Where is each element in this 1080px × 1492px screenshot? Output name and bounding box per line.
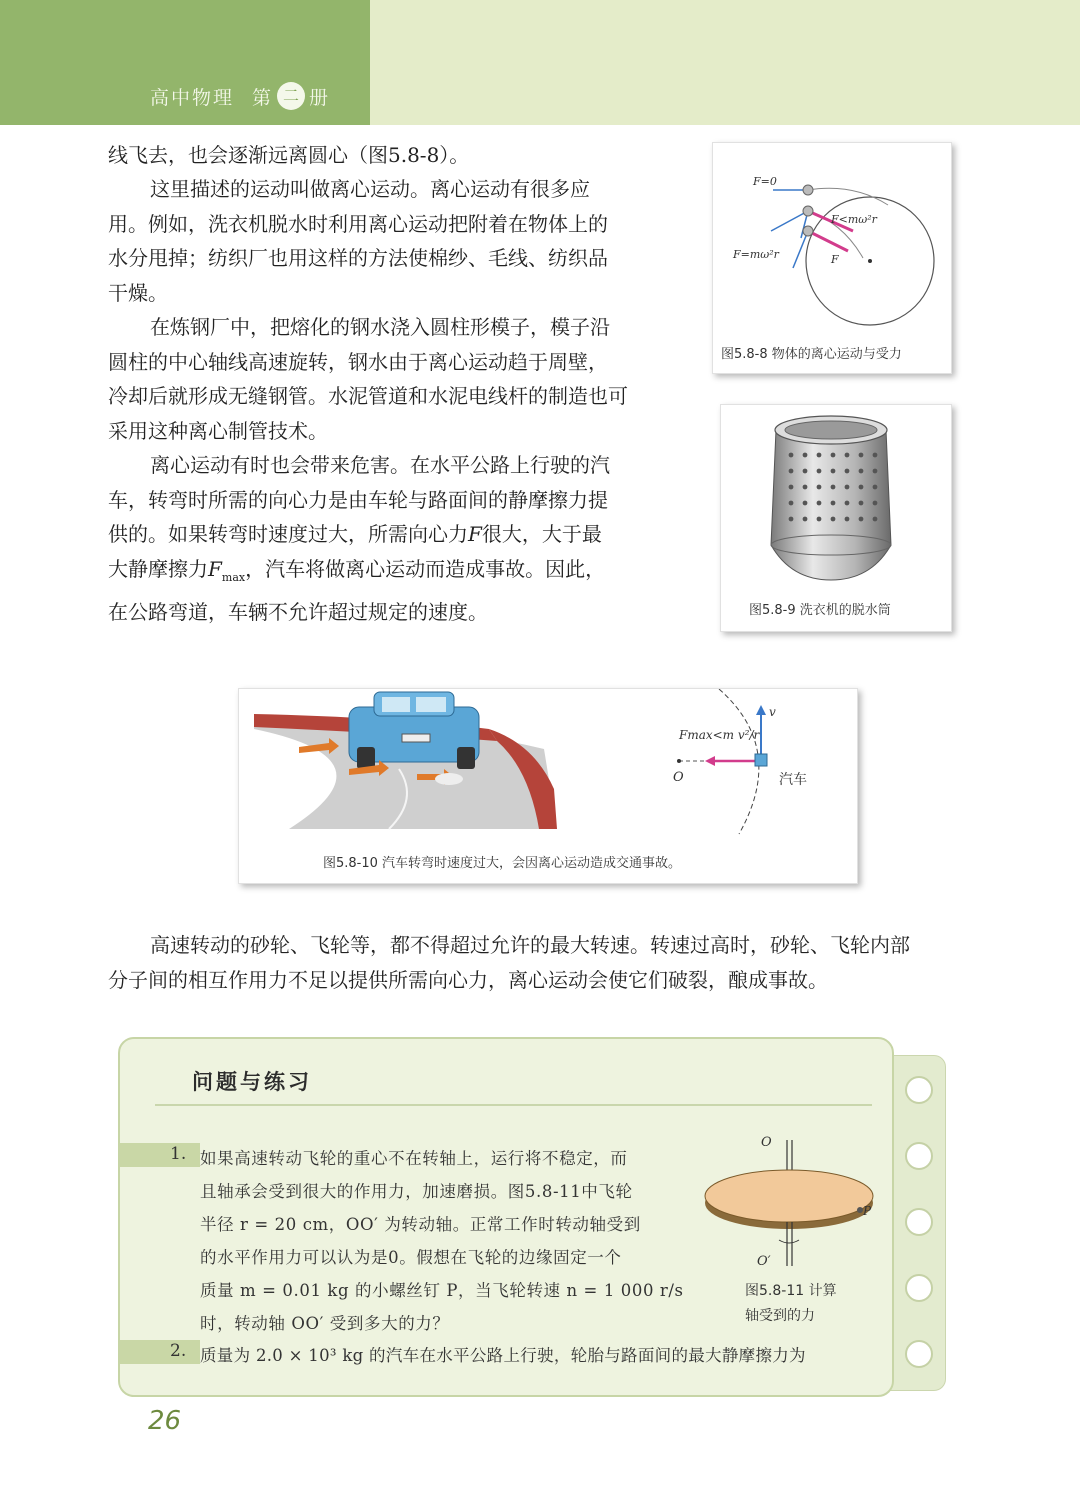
question-1-line: 的水平作用力可以认为是0。假想在飞轮的边缘固定一个: [200, 1248, 622, 1267]
label-o: O: [673, 770, 684, 785]
text-line: 离心运动有时也会带来危害。在水平公路上行驶的汽: [150, 453, 610, 477]
label-fmax: Fmax<m v²/r: [679, 728, 760, 742]
page-number: 26: [148, 1406, 182, 1436]
figure-caption: 图5.8-11 计算: [745, 1283, 837, 1299]
text-line: 线飞去，也会逐渐远离圆心（图5.8-8）。: [108, 143, 470, 167]
question-1-line: 且轴承会受到很大的作用力，加速磨损。图5.8-11中飞轮: [200, 1182, 633, 1201]
question-1-line: 半径 r = 20 cm，OO′ 为转动轴。正常工作时转动轴受到: [200, 1215, 641, 1234]
spin-drum-illustration: [721, 405, 951, 590]
figure-5-8-10: [238, 688, 858, 884]
figure-caption: 图5.8-9 洗衣机的脱水筒: [749, 603, 891, 618]
paragraph-3: [108, 310, 628, 448]
ring-hole: [905, 1208, 933, 1236]
header-band-right: [370, 0, 1080, 125]
question-number-band: [120, 1340, 200, 1364]
volume-badge: 二: [277, 82, 305, 110]
exercise-title: 问题与练习: [192, 1070, 312, 1094]
ring-hole: [905, 1340, 933, 1368]
book-title: 高中物理: [150, 86, 235, 109]
label-o-prime: O′: [757, 1254, 771, 1269]
text-line: 供的。如果转弯时速度过大，所需向心力F很大，大于最: [108, 522, 602, 546]
question-number-band: [120, 1143, 200, 1167]
text-line: 在公路弯道，车辆不允许超过规定的速度。: [108, 600, 488, 624]
figure-5-8-8: [712, 142, 952, 374]
label-f: F: [831, 253, 839, 266]
car-turning-illustration: [239, 689, 857, 839]
paragraph-1: [108, 138, 469, 173]
label-fless: F<mω²r: [831, 213, 877, 226]
symbol-fmax: F: [208, 556, 222, 581]
text-line: 车，转弯时所需的向心力是由车轮与路面间的静摩擦力提: [108, 487, 608, 512]
ring-hole: [905, 1142, 933, 1170]
text-line: 采用这种离心制管技术。: [108, 418, 328, 443]
centrifugal-force-diagram: [713, 143, 951, 338]
text-line: 用。例如，洗衣机脱水时利用离心运动把附着在物体上的: [108, 211, 608, 236]
paragraph-5: [108, 928, 910, 997]
figure-caption: 图5.8-10 汽车转弯时速度过大，会因离心运动造成交通事故。: [323, 856, 682, 871]
figure-5-8-9: [720, 404, 952, 632]
text-line: 大静摩擦力$F_{max}$，汽车将做离心运动而造成事故。因此，: [108, 556, 606, 584]
label-car: 汽车: [779, 772, 807, 788]
text-line: 分子间的相互作用力不足以提供所需向心力，离心运动会使它们破裂，酿成事故。: [108, 967, 828, 992]
question-2-line: 质量为 2.0 × 10³ kg 的汽车在水平公路上行驶，轮胎与路面间的最大静摩擦力为: [200, 1346, 806, 1365]
ring-hole: [905, 1274, 933, 1302]
label-f0: F=0: [753, 175, 777, 188]
ring-hole: [905, 1076, 933, 1104]
volume-prefix: 第: [252, 86, 274, 109]
question-1-number: 1.: [170, 1144, 187, 1164]
paragraph-2: [108, 172, 608, 310]
question-1-line: 如果高速转动飞轮的重心不在转轴上，运行将不稳定，而: [200, 1149, 628, 1168]
figure-caption: 轴受到的力: [745, 1308, 815, 1324]
text-line: 水分甩掉；纺织厂也用这样的方法使棉纱、毛线、纺织品: [108, 246, 608, 270]
text-line: 在炼钢厂中，把熔化的钢水浇入圆柱形模子，模子沿: [150, 315, 610, 339]
figure-caption: 图5.8-8 物体的离心运动与受力: [721, 347, 902, 362]
label-feq: F=mω²r: [733, 248, 779, 261]
paragraph-4: [108, 448, 610, 630]
text-line: 圆柱的中心轴线高速旋转，钢水由于离心运动趋于周壁，: [108, 349, 608, 374]
question-1-line: 质量 m = 0.01 kg 的小螺丝钉 P，当飞轮转速 n = 1 000 r/s: [200, 1281, 684, 1300]
question-2-number: 2.: [170, 1341, 187, 1361]
text-line: 冷却后就形成无缝钢管。水泥管道和水泥电线杆的制造也可: [108, 384, 628, 408]
symbol-f: F: [468, 522, 482, 546]
volume-suffix: 册: [309, 86, 331, 109]
text-line: 这里描述的运动叫做离心运动。离心运动有很多应: [150, 177, 590, 201]
label-p: P: [863, 1204, 872, 1218]
text-line: 干燥。: [108, 280, 168, 305]
exercise-divider: [155, 1104, 872, 1106]
running-header: [150, 82, 330, 110]
label-v: v: [769, 705, 776, 719]
text-line: 高速转动的砂轮、飞轮等，都不得超过允许的最大转速。转速过高时，砂轮、飞轮内部: [150, 933, 910, 957]
question-1-line: 时，转动轴 OO′ 受到多大的力？: [200, 1314, 450, 1333]
label-o: O: [761, 1135, 772, 1150]
flywheel-diagram: [695, 1128, 880, 1278]
